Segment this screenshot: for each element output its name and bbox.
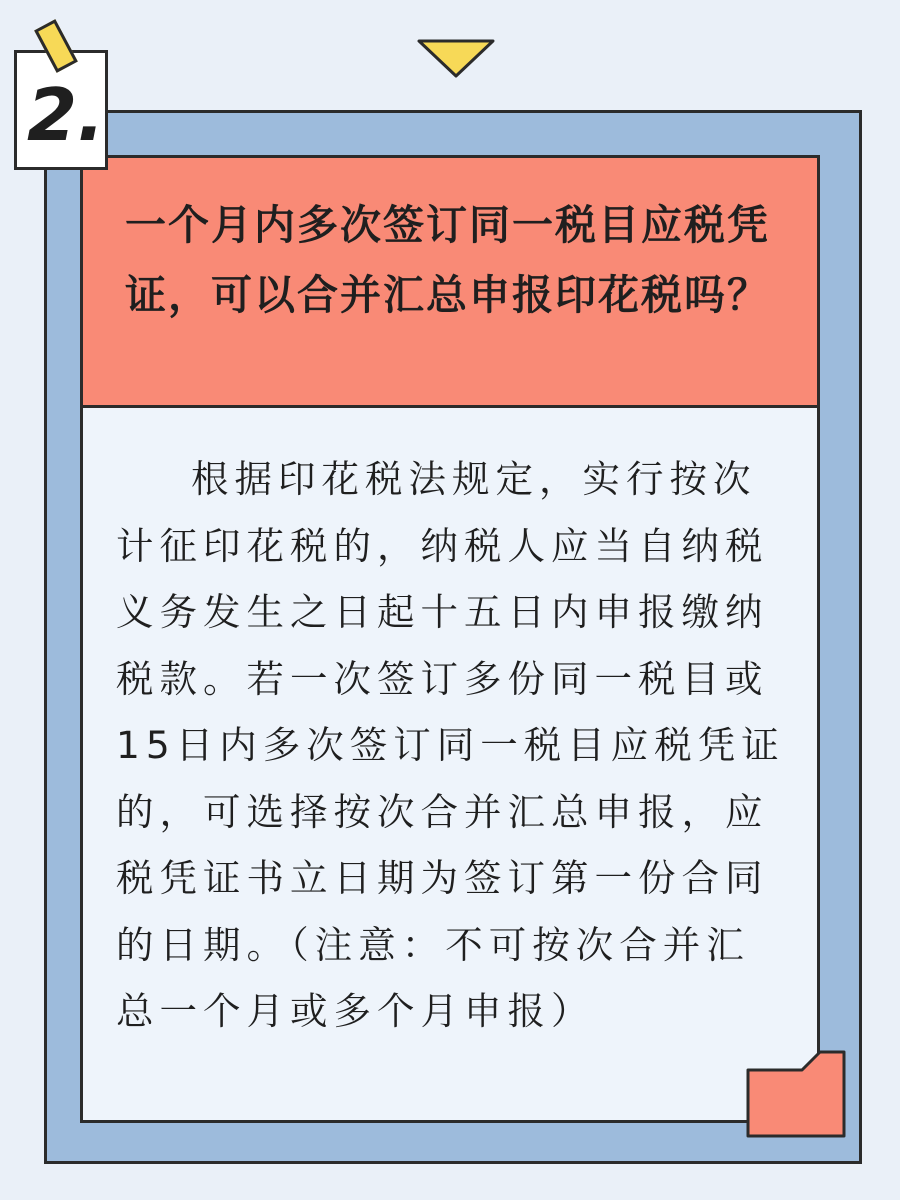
badge-number: 2. bbox=[27, 73, 105, 157]
question-title: 一个月内多次签订同一税目应税凭证，可以合并汇总申报印花税吗？ bbox=[125, 201, 770, 319]
answer-text: 根据印花税法规定，实行按次计征印花税的，纳税人应当自纳税义务发生之日起十五日内申报缴纳税款。若一次签订多份同一税目或15日内多次签订同一税目应税凭证的，可选择按次合并汇总申报，应税凭证书立日期为签订第一份合同的日期。（注意：不可按次合并汇总一个月或多个月申报） bbox=[116, 457, 785, 1033]
question-header bbox=[80, 155, 820, 408]
folder-corner-icon bbox=[744, 1048, 848, 1140]
arrow-down-icon bbox=[416, 38, 496, 80]
